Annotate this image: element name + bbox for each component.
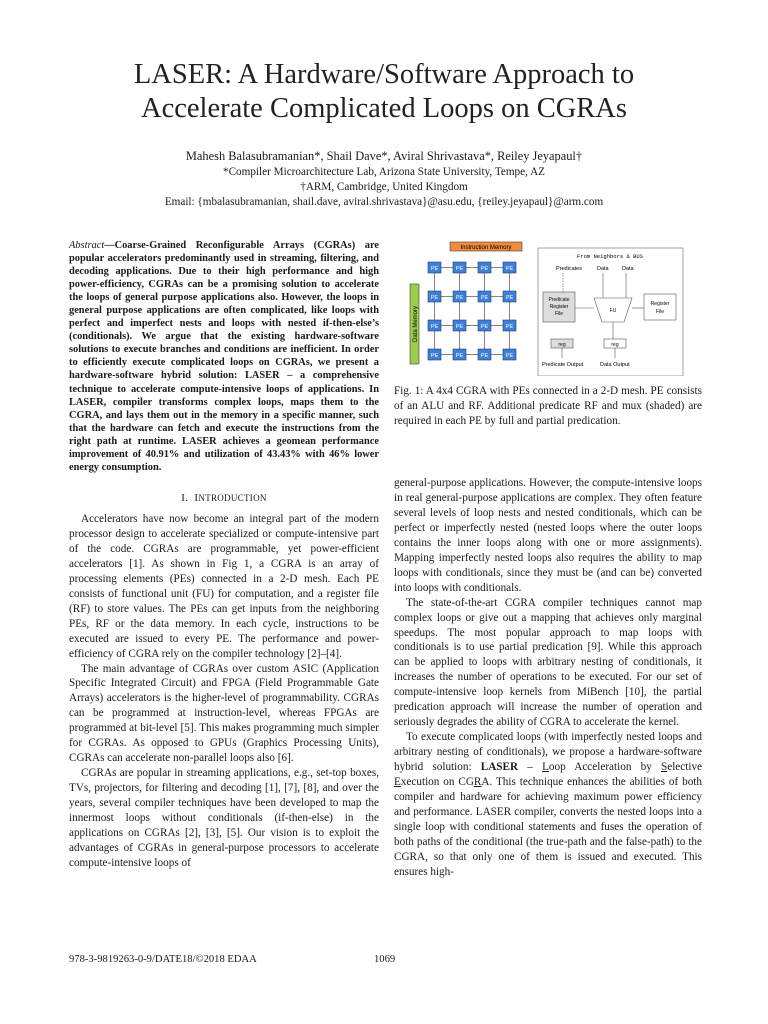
pe-cell-label: PE: [480, 295, 489, 301]
paper-title: [40, 58, 728, 126]
pe-cell-label: PE: [455, 266, 464, 272]
pe-grid: [428, 262, 516, 360]
section-number: I.: [181, 492, 189, 504]
instruction-memory-label: Instruction Memory: [460, 245, 512, 251]
abstract-text: —Coarse-Grained Reconfigurable Arrays (CGRAs) are popular accelerators predominantly used in streaming, filtering, and decoding applications. Due to their high performance and high power-efficiency, CGRAs can be a promising solution to accelerate the loops of general purpose applications also. However, the loops in general purpose applications are often complicated, like loops with perfect and imperfect nests and loops with nested if-then-else’s (conditionals). We argue that the existing hardware-software solutions to execute branches and conditions are inefficient. In order to efficiently execute complicated loops on CGRAs, we present a hardware-software hybrid solution: LASER – a comprehensive technique to accelerate compute-intensive loops of applications. In LASER, compiler transforms complex loops, maps them to the CGRA, and lays them out in the memory in a specific manner, such that the hardware can fetch and execute the instructions from the right path at runtime. LASER achieves a geomean performance improvement of 40.91% and utilization of 43.43% with 46% lower energy consumption.: [69, 240, 379, 473]
data-memory-label: Data Memory: [413, 305, 419, 343]
intro-paragraph-3: CGRAs are popular in streaming applications, e.g., set-top boxes, TVs, projectors, for filtering and decoding [1], [7], [8], and over the years, several compiler techniques have been developed to map the innermost loops without conditionals (if-then-else) in the applications on CGRAs [2], [3], [5]. Our vision is to exploit the advantages of CGRAs in general-purpose processors to accelerate compute-intensive loops of: [69, 767, 379, 869]
pe-cell-label: PE: [480, 266, 489, 272]
right-column-body: [394, 476, 702, 880]
p6-part-c: Acceleration by: [565, 761, 661, 774]
pred-rf-line3: File: [554, 311, 564, 317]
predicate-output-label: Predicate Output: [542, 362, 584, 368]
affiliation-arm: †ARM, Cambridge, United Kingdom: [300, 181, 468, 193]
fu-label: FU: [609, 308, 617, 314]
predicates-label: Predicates: [556, 266, 582, 272]
title-line-1: LASER: A Hardware/Software Approach to: [133, 59, 635, 90]
figure-cgra-diagram: [408, 240, 688, 376]
acronym-a: A: [481, 776, 490, 789]
pred-rf-line1: Predicate: [548, 297, 570, 303]
acronym-r: R: [473, 776, 482, 789]
footer-page-number: 1069: [374, 954, 396, 965]
acronym-s: S: [661, 761, 668, 774]
p6-dash: –: [518, 761, 543, 774]
acronym-e: E: [394, 776, 401, 789]
acronym-oop: oop: [548, 761, 566, 774]
section-title-rest: NTRODUCTION: [198, 493, 267, 503]
title-line-2: Accelerate Complicated Loops on CGRAs: [141, 93, 627, 124]
author-emails: Email: {mbalasubramanian, shail.dave, aviral.shrivastava}@asu.edu, {reiley.jeyapaul}@arm.com: [164, 196, 604, 208]
affiliation-asu: *Compiler Microarchitecture Lab, Arizona State University, Tempe, AZ: [222, 166, 545, 178]
from-neighbors-label: From Neighbors & BUS: [576, 253, 644, 260]
pe-cell-label: PE: [455, 324, 464, 330]
reg-file-line2: File: [655, 309, 665, 315]
pe-cell-label: PE: [430, 353, 439, 359]
figure-caption: Fig. 1: A 4x4 CGRA with PEs connected in a 2-D mesh. PE consists of an ALU and RF. Additional predicate RF and mux (shaded) are required in each PE by full and partial predication.: [394, 385, 702, 427]
pe-cell-label: PE: [505, 324, 514, 330]
pe-cell-label: PE: [430, 295, 439, 301]
reg-label-2: reg: [611, 342, 619, 348]
data-label-2: Data: [622, 266, 634, 272]
pe-cell-label: PE: [480, 353, 489, 359]
left-column-body: [69, 512, 379, 871]
intro-paragraph-4: general-purpose applications. However, the compute-intensive loops in real general-purpose applications are complex. They often feature several levels of loop nests and nested conditionals, which can be perfect or imperfectly nested (nested loops where the outer loops contains the inner loops along with one or more assignments). Mapping imperfectly nested loops also requires the ability to map loops with conditionals, since they must be (and can be) converted into loops with conditionals.: [394, 477, 702, 594]
pe-cell-label: PE: [455, 353, 464, 359]
pe-cell-label: PE: [505, 295, 514, 301]
pred-rf-line2: Register: [549, 304, 569, 310]
p6-part-a: To execute complicated loops (with imperfectly nested loops and arbitrary nesting of conditionals), we propose a hardware-software hybrid solution:: [394, 731, 702, 774]
reg-file-line1: Register: [650, 301, 670, 307]
abstract-label: Abstract: [69, 240, 105, 251]
intro-paragraph-5: The state-of-the-art CGRA compiler techniques cannot map complex loops or give out a mapping that achieves only marginal speedups. The most popular approach to map loops with conditionals is to use partial predication [9]. While this approach can be applied to loops with arbitrary nesting of conditionals, it increases the number of operations to be executed. For our set of compute-intensive loop kernels from MiBench [10], the partial predication approach will increase the number of operation and seriously degrades the ability of CGRA to accelerate the kernel.: [394, 596, 702, 729]
p6-part-d: on CG: [439, 776, 474, 789]
laser-name: LASER: [480, 761, 519, 774]
data-output-label: Data Output: [600, 362, 630, 368]
author-list: Mahesh Balasubramanian*, Shail Dave*, Aviral Shrivastava*, Reiley Jeyapaul†: [185, 149, 583, 163]
abstract: [69, 239, 379, 474]
pe-cell-label: PE: [505, 353, 514, 359]
acronym-xecution: xecution: [400, 776, 440, 789]
pe-cell-label: PE: [455, 295, 464, 301]
pe-cell-label: PE: [430, 266, 439, 272]
section-heading-introduction: [69, 492, 379, 504]
intro-paragraph-2: The main advantage of CGRAs over custom ASIC (Application Specific Integrated Circuit) and FPGA (Field Programmable Gate Arrays) accelerators is the higher-level of programmability. CGRAs can be programmed at instruction-level, whereas FPGAs are programmed at bit-level [5]. This makes programming much simpler for CGRAs. As opposed to GPUs (Graphics Processing Units), CGRAs can accelerate non-parallel loops also [6].: [69, 662, 379, 765]
pe-cell-label: PE: [430, 324, 439, 330]
intro-paragraph-6: [394, 730, 702, 880]
acronym-elective: elective: [667, 761, 703, 774]
section-title-first: I: [194, 492, 199, 504]
pe-cell-label: PE: [505, 266, 514, 272]
reg-label-1: reg: [558, 342, 566, 348]
footer-isbn: 978-3-9819263-0-9/DATE18/©2018 EDAA: [69, 954, 257, 965]
pe-cell-label: PE: [480, 324, 489, 330]
intro-paragraph-1: Accelerators have now become an integral part of the modern processor design to accelerate specialized or compute-intensive part of the code. CGRAs are programmable, yet power-efficient accelerators [1]. As shown in Fig 1, a CGRA is an array of processing elements (PEs) connected in a 2-D mesh. Each PE consists of functional unit (FU) for computation, and a register file (RF) to store values. The PEs can get inputs from the neighboring PEs, RF or the data memory. In each cycle, instructions to be executed are issued to every PE. The performance and power-efficiency of CGRA rely on the compiler technology [2]–[4].: [69, 513, 379, 660]
acronym-l: L: [542, 761, 549, 774]
p6-part-e: . This technique enhances the abilities of both compiler and hardware for achieving maximum power efficiency and performance. LASER compiler, converts the nested loops into a single loop with conditional statements and fuses the operation of both paths of the conditional (the true-path and the false-path) to the CGRA, so that only one of them is issued and executed. This ensures high-: [394, 776, 703, 878]
register-file: [644, 294, 676, 320]
data-label-1: Data: [597, 266, 609, 272]
